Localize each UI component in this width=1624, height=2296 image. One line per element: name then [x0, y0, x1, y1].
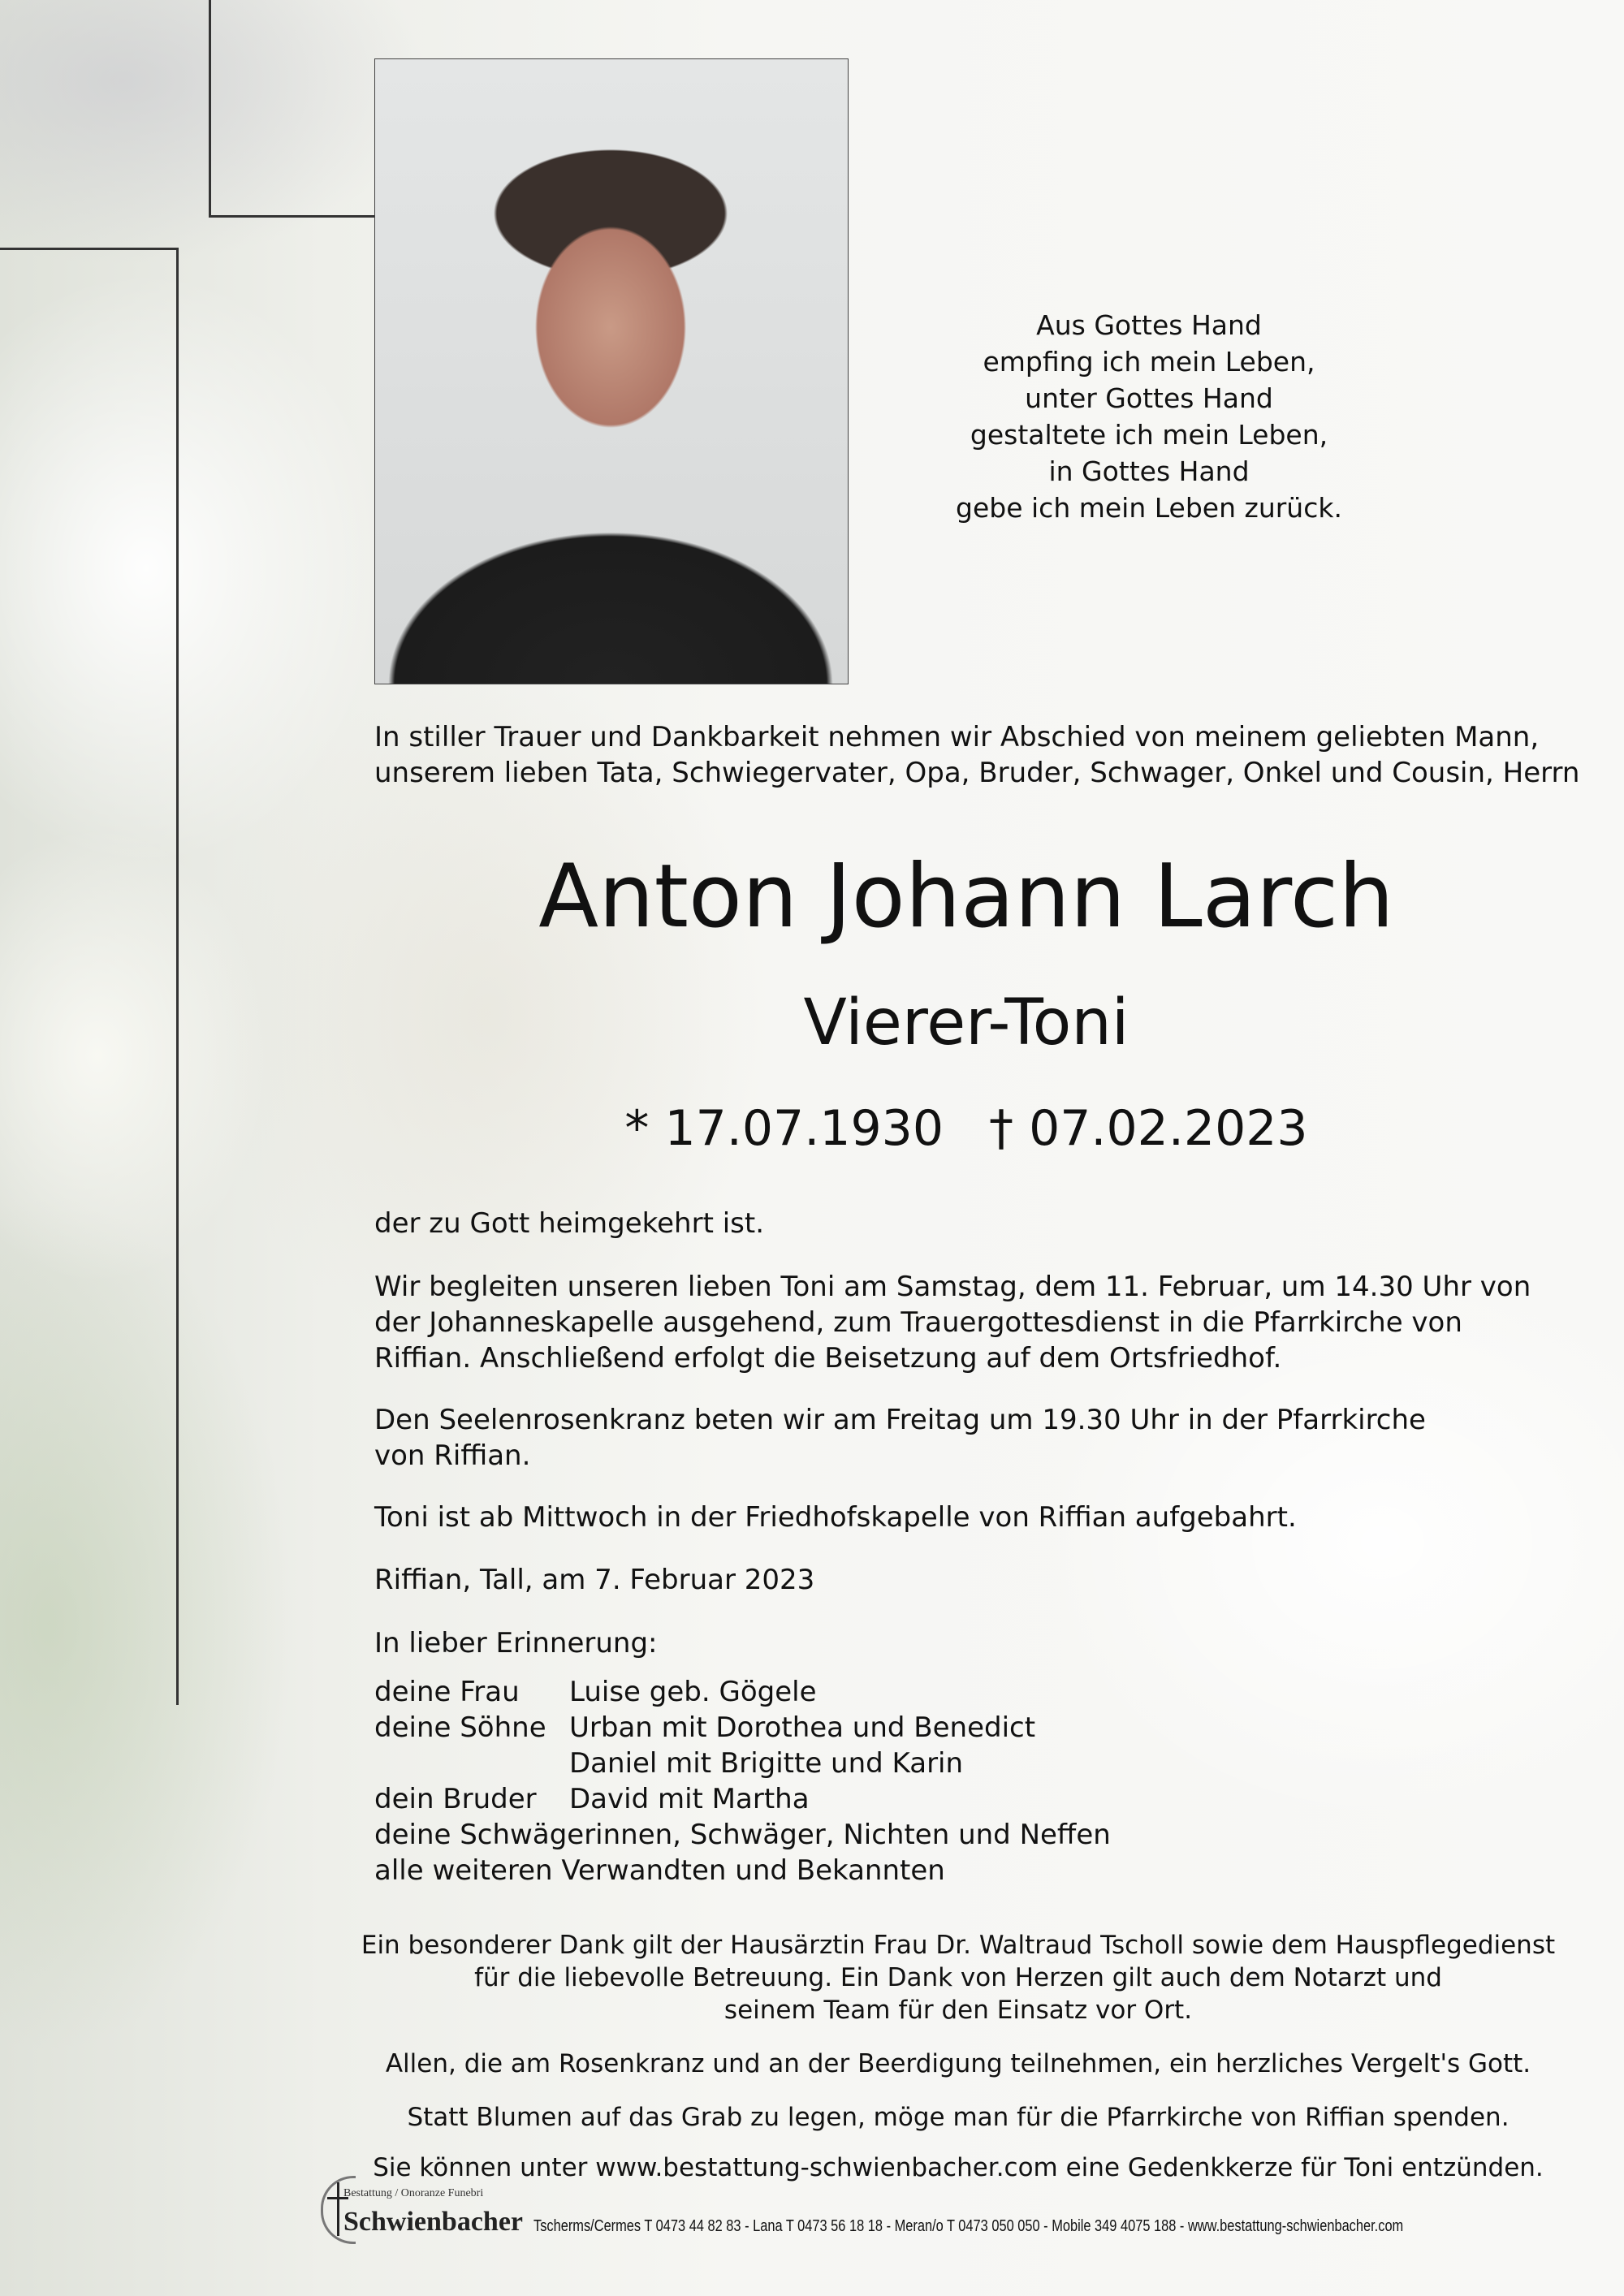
poem-line: unter Gottes Hand: [1025, 382, 1273, 414]
family-row: [374, 1781, 1111, 1817]
paragraph: Toni ist ab Mittwoch in der Friedhofskapelle von Riffian aufgebahrt.: [374, 1501, 1297, 1534]
family-row: [374, 1674, 1111, 1710]
birth-date: * 17.07.1930: [624, 1100, 944, 1157]
poem-line: Aus Gottes Hand: [1036, 309, 1262, 341]
names: Urban mit Dorothea und Benedict: [569, 1711, 1036, 1744]
family-list: [374, 1674, 1111, 1888]
paragraph: Den Seelenrosenkranz beten wir am Freitag um 19.30 Uhr in der Pfarrkirche von Riffian.: [374, 1404, 1426, 1472]
closing-line: Statt Blumen auf das Grab zu legen, möge man für die Pfarrkirche von Riffian spenden.: [407, 2103, 1510, 2132]
paragraph: In lieber Erinnerung:: [374, 1627, 658, 1659]
paragraph: Wir begleiten unseren lieben Toni am Samstag, dem 11. Februar, um 14.30 Uhr von der Johanneskapelle ausgehend, zum Trauergottesdienst in die Pfarrkirche von Riffian. Anschließend erfolgt die Beisetzung auf dem Ortsfriedhof.: [374, 1271, 1531, 1375]
cross-line: [209, 0, 211, 217]
footer: [321, 2176, 1594, 2241]
relation: deine Söhne: [374, 1711, 546, 1744]
poem: [905, 307, 1393, 526]
thanks-line: Ein besonderer Dank gilt der Hausärztin Frau Dr. Waltraud Tscholl sowie dem Hauspflegedienst: [361, 1931, 1556, 1960]
dates: [374, 1098, 1559, 1159]
cross-line: [209, 215, 374, 218]
intro-line: In stiller Trauer und Dankbarkeit nehmen wir Abschied von meinem geliebten Mann,: [374, 721, 1540, 753]
poem-line: empfing ich mein Leben,: [983, 346, 1315, 378]
thanks-line: seinem Team für den Einsatz vor Ort.: [723, 1996, 1193, 2025]
paragraph: Riffian, Tall, am 7. Februar 2023: [374, 1564, 815, 1596]
names: Luise geb. Gögele: [569, 1676, 817, 1708]
cross-icon: [337, 2182, 339, 2236]
paragraph: der zu Gott heimgekehrt ist.: [374, 1207, 765, 1240]
poem-line: gebe ich mein Leben zurück.: [956, 492, 1342, 524]
relation: [374, 1746, 569, 1781]
cross-line: [176, 248, 179, 1705]
poem-line: gestaltete ich mein Leben,: [970, 419, 1328, 451]
family-row: [374, 1746, 1111, 1781]
contact-info: Tscherms/Cermes T 0473 44 82 83 - Lana T 0473 56 18 18 - Meran/o T 0473 050 050 - Mobile 349 4075 188 - www.bestattung-schwienbacher.com: [533, 2217, 1404, 2235]
thanks-line: für die liebevolle Betreuung. Ein Dank von Herzen gilt auch dem Notarzt und: [474, 1963, 1442, 1992]
family-row: alle weiteren Verwandten und Bekannten: [374, 1854, 945, 1887]
closing-line: Allen, die am Rosenkranz und an der Beerdigung teilnehmen, ein herzliches Vergelt's Gott.: [385, 2049, 1531, 2078]
poem-line: in Gottes Hand: [1048, 455, 1250, 487]
deceased-name: Anton Johann Larch: [538, 846, 1394, 947]
nickname: Vierer-Toni: [803, 986, 1129, 1060]
intro-line: unserem lieben Tata, Schwiegervater, Opa, Bruder, Schwager, Onkel und Cousin, Herrn: [374, 757, 1580, 789]
thanks: [325, 1929, 1592, 2026]
names: Daniel mit Brigitte und Karin: [569, 1747, 964, 1780]
funeral-home-logo: [321, 2176, 524, 2241]
portrait-photo: [374, 58, 849, 684]
logo-brand: Schwienbacher: [343, 2207, 523, 2237]
closing-line: Sie können unter www.bestattung-schwienbacher.com eine Gedenkkerze für Toni entzünden.: [373, 2153, 1544, 2182]
logo-subtitle: Bestattung / Onoranze Funebri: [343, 2187, 484, 2199]
family-row: deine Schwägerinnen, Schwäger, Nichten und Neffen: [374, 1819, 1111, 1851]
relation: dein Bruder: [374, 1783, 537, 1815]
intro: [374, 719, 1579, 791]
names: David mit Martha: [569, 1783, 810, 1815]
cross-line: [0, 248, 179, 250]
death-date: † 07.02.2023: [989, 1100, 1308, 1157]
relation: deine Frau: [374, 1676, 520, 1708]
family-row: [374, 1710, 1111, 1746]
